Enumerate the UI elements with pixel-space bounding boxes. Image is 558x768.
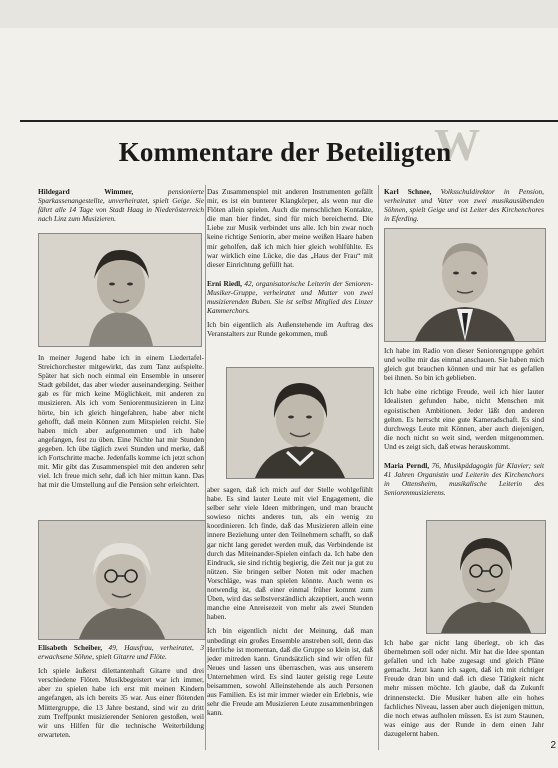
statement-scheiber-cont: Das Zusammenspiel mit anderen Instrumenten gefällt mir, es ist ein bunterer Klangkörper, als wenn nur die Flöten allein spielen. Auch die menschlichen Kontakte, die man hier findet, sind für mich bereichernd. Die Liebe zur Musik verbindet uns alle. Ich bin zwar noch keine richtige Seniorin, aber meine weißen Haare haben mir geholfen, daß ich mich hier gleich wohlfühlte. Es war wirklich eine Lücke, die das „Haus der Frau“ mit dieser Einrichtung gefüllt hat. — [207, 187, 373, 269]
ghost-bleed-text: W — [434, 119, 480, 170]
photo-perndl — [426, 520, 546, 634]
photo-schnee — [384, 228, 546, 342]
bio-schnee — [384, 187, 544, 223]
column-1-bottom — [38, 643, 204, 744]
column-1-top — [38, 187, 204, 228]
statement-schnee-b: Ich habe eine richtige Freude, weil ich hier lauter Idealisten gefunden habe, nicht Menschen mit egoistischen Ambitionen. Jeder läßt den anderen gelten. Es herrscht eine gute Kameradschaft. Es sind durchwegs Leute mit Können, aber auch diejenigen, die noch nicht so weit sind, werden mitgenommen. Und es zeigt sich, daß etwas herauskommt. — [384, 387, 544, 451]
statement-wimmer: In meiner Jugend habe ich in einem Liedertafel-Streichorchester mitgewirkt, das zum Tanz aufspielte. Später hat sich noch einmal ein Ensemble in unserer Stadt gebildet, das aber wieder auseinanderging. Seither gab es für mich keine Möglichkeit, mit anderen zu musizieren. Als ich vom Seniorenmusizieren in Linz hörte, bin ich gleich hingefahren, habe aber nicht gehofft, daß mein Können zum Mitspielen reicht. Sie haben mich aber aufgenommen und ich habe angefangen, fest zu üben. Eine Nichte hat mir Stunden gegeben. Ich übe täglich zwei Stunden und merke, daß ich Fortschritte mache. Jedenfalls komme ich jetzt schon mit. Mir gibt das Zusammenspiel mit den anderen sehr viel. Ich freue mich sehr, daß ich hier mittun kann. Das hat mir die Umstellung auf die Pension sehr erleichtert. — [38, 353, 204, 490]
page-title: Kommentare der Beteiligten — [118, 137, 452, 167]
statement-schnee: Ich habe im Radio von dieser Seniorengruppe gehört und wollte mir das einmal anschauen. Sie haben mich gleich gut brauchen können und mir hat es gefallen bei ihnen. So bin ich geblieben. — [384, 346, 544, 383]
bio-text: pensionierte Sparkassenangestellte, unverheiratet, spielt Geige. Sie fährt alle 14 Tage von Stadt Haag in Niederösterreich nach Linz zum Musizieren. — [38, 187, 204, 224]
photo-scheiber — [38, 520, 206, 640]
statement-scheiber: Ich spiele äußerst dilettantenhaft Gitarre und drei verschiedene Flöten. Musikbegeistert war ich immer, aber zu spielen habe ich erst mit meinen Kindern angefangen, als ich bereits 35 war. Aus einer flötenden Müttergruppe, die 13 Jahre bestand, sind wir zu dritt zum Treffpunkt musizierender Senioren gestoßen, weil wir uns Hilfen für die technische Weiterbildung erwarteten. — [38, 666, 204, 739]
bio-name: Hildegard Wimmer, — [38, 187, 134, 196]
portrait-image — [39, 234, 201, 346]
statement-perndl: Ich habe gar nicht lang überlegt, ob ich das übernehmen soll oder nicht. Mir hat die Idee spontan gefallen und ich habe zugesagt und gleich Pläne gemacht. Jetzt kann ich sagen, daß ich mit richtiger Freude dran bin und daß ich diese Tätigkeit nicht mehr missen möchte. Ich glaube, daß da Zukunft drinnensteckt. Die Musiker haben alle ein hohes fachliches Niveau, lassen aber auch diejenigen mittun, die noch etwas aufholen müssen. Es ist zum Staunen, was einige aus der Runde in dem einen Jahr dazugelernt haben. — [384, 638, 544, 738]
bio-text: 42, organisatorische Leiterin der Senioren-Musiker-Gruppe, verheiratet und Mutter von zwei musizierenden Buben. Sie ist selbst Mitglied des Linzer Kammerchors. — [207, 278, 374, 316]
page-top-margin — [0, 0, 558, 28]
bio-name: Maria Perndl, — [384, 461, 430, 471]
column-3-bottom — [384, 638, 544, 743]
column-2-body — [207, 485, 373, 722]
bio-riedl — [207, 279, 373, 315]
column-2-top — [207, 187, 373, 343]
statement-riedl-cont: aber sagen, daß ich mich auf der Stelle wohlgefühlt habe. Es sind lauter Leute mit viel Engagement, die selber sehr viele Ideen mitbringen, und man braucht sowieso nichts anderes tun, als ein wenig zu koordinieren. Ich finde, daß das Musizieren allein eine innere Beziehung unter den Teilnehmern schafft, so daß gar nicht lang geredet werden muß, das Verbindende ist durch das Miteinander-Spielen einfach da. Ich habe den Eindruck, sie sind richtig begierig, die Zeit nur ja gut zu nützen. Sie bringen selber Noten mit oder machen Vorschläge, was man spielen könnte. Auch wenn es notwendig ist, daß einer einmal früher kommt zum Üben, wird das selbstverständlich akzeptiert, auch wenn manche eine Anreisezeit von mehr als zwei Stunden haben. — [207, 485, 373, 622]
portrait-image — [39, 521, 205, 639]
bio-perndl — [384, 461, 544, 497]
column-divider — [205, 185, 206, 750]
bio-name: Erni Riedl, — [207, 278, 242, 288]
portrait-image — [427, 521, 545, 633]
page-number: 2 — [550, 740, 556, 751]
bio-scheiber — [38, 643, 204, 661]
bio-name: Elisabeth Scheiber, — [38, 643, 103, 652]
column-3-body — [384, 346, 544, 502]
photo-riedl — [226, 367, 374, 479]
statement-riedl: Ich bin eigentlich als Außenstehende im Auftrag des Veranstalters zur Runde gekommen, muß — [207, 320, 373, 339]
column-1-body — [38, 353, 204, 494]
portrait-image — [227, 368, 373, 478]
column-3-top — [384, 187, 544, 228]
bio-name: Karl Schnee, — [384, 187, 432, 196]
bio-wimmer — [38, 187, 204, 223]
bio-text: Volksschuldirektor in Pension, verheiratet und Vater von zwei musikausübenden Söhnen, spielt Geige und ist Leiter des Kirchenchores in Eferding. — [384, 187, 544, 224]
bio-text: 49, Hausfrau, verheiratet, 3 erwachsene Söhne, spielt Gitarre und Flöte. — [38, 643, 204, 662]
portrait-image — [385, 229, 545, 341]
column-divider — [378, 185, 379, 750]
photo-wimmer — [38, 233, 202, 347]
statement-riedl-end: Ich bin eigentlich nicht der Meinung, daß man unbedingt ein großes Ensemble anstreben soll, denn das Herrliche ist momentan, daß die Gruppe so klein ist, daß jeder mitreden kann. Grundsätzlich sind wir offen für Neues und lassen uns überraschen, was aus unserem Unternehmen wird. Es sind lauter geistig rege Leute beisammen, sowohl Alleinstehende als auch Personen aus Familien. Es ist mir immer wieder ein Erlebnis, wie sehr die Freude am Musizieren Leute zusammenbringen kann. — [207, 626, 373, 718]
bio-text: 76, Musikpädagogin für Klavier; seit 41 Jahren Organistin und Leiterin des Kirchenchors in Ottensheim, musikalische Leiterin des Seniorenmusizierens. — [384, 461, 544, 498]
